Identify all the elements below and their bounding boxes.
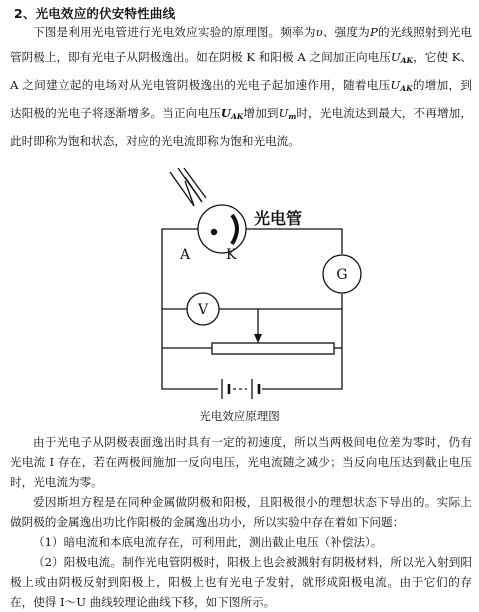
voltage-symbol: U xyxy=(278,106,289,120)
anode-label: A xyxy=(180,247,191,263)
voltage-symbol: U xyxy=(390,78,401,92)
slider-arrowhead xyxy=(254,334,262,343)
galvanometer-label: G xyxy=(336,267,348,283)
figure-caption: 光电效应原理图 xyxy=(199,409,280,423)
list-item: （1）暗电流和本底电流存在，可利用此，测出截止电压（补偿法）。 xyxy=(33,535,383,549)
right-lower-wire xyxy=(262,294,342,389)
right-wire xyxy=(246,229,342,254)
light-ray-arrow xyxy=(184,168,206,198)
voltage-symbol: U xyxy=(390,50,401,64)
voltage-symbol: U xyxy=(220,106,231,120)
intensity-symbol: P xyxy=(369,25,378,39)
intro-paragraph: 下图是利用光电管进行光电效应实验的原理图。频率为υ、强度为P的光线照射到光电管阴极上，即有光电子从阴极逸出。如在阴极 K 和阳极 A 之间加正向电压$U_{AK}$，它使 K、A 之间建立起的电场对从光电管阴极逸出的光电子起加速作用，随着电压$U_{AK}$的增加，到达阳极的光电子将逐渐增多。当正向电压$U_{AK}$增加到$U_m$时，光电流达到最大，不再增加，此时即称为饱和状态，对应的光电流即称为饱和光电流。 xyxy=(10,25,472,148)
frequency-symbol: υ xyxy=(315,25,323,39)
body-paragraph: 爱因斯坦方程是在同种金属做阴极和阳极，且阳极很小的理想状态下导出的。实际上做阴极的金属逸出功比作阳极的金属逸出功小，所以实验中存在着如下问题： xyxy=(10,495,472,529)
photoelectric-circuit-diagram xyxy=(0,162,479,407)
list-item: （2）阳极电流。制作光电管阴极时，阳极上也会被溅射有阴极材料，所以光入射到阳极上或由阴极反射到阳极上，阳极上也有光电子发射，就形成阳极电流。由于它们的存在，使得 I～U 曲线较理论曲线下移，如下图所示。 xyxy=(10,555,472,609)
voltmeter-label: V xyxy=(197,302,209,318)
rheostat xyxy=(212,343,334,354)
section-heading: 2、光电效应的伏安特性曲线 xyxy=(14,6,176,21)
cathode-label: K xyxy=(226,247,237,263)
body-paragraph: 由于光电子从阴极表面逸出时具有一定的初速度，所以当两极间电位差为零时，仍有光电流 I 存在，若在两极间施加一反向电压，光电流随之减少；当反向电压达到截止电压时，光电流为零。 xyxy=(10,435,472,489)
cathode-electrode xyxy=(232,215,237,244)
tube-label: 光电管 xyxy=(254,209,303,228)
anode-electrode xyxy=(211,229,216,234)
battery xyxy=(222,379,259,399)
